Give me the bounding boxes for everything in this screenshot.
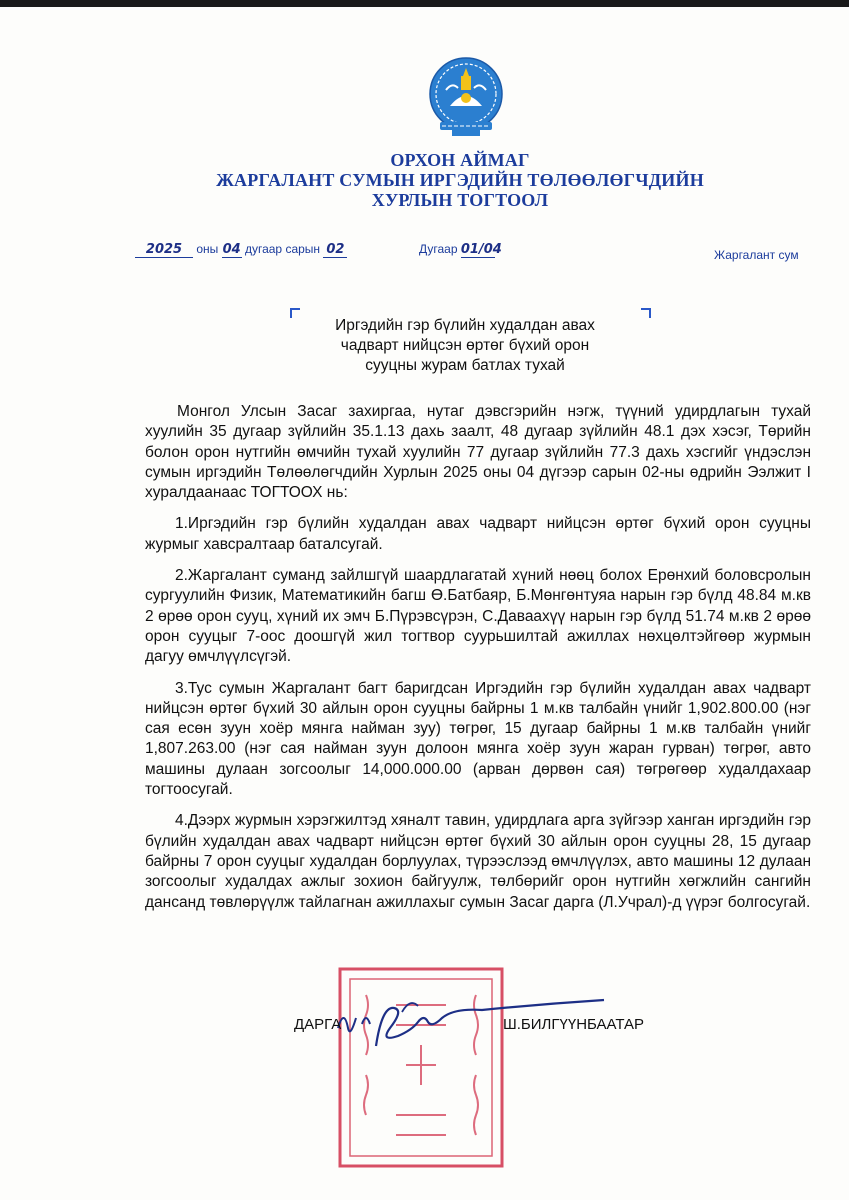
document-header xyxy=(180,150,740,210)
resolution-item-2: 2.Жаргалант суманд зайлшгүй шаардлагатай хүний нөөц болох Ерөнхий боловсролын сургуулийн Физик, Математикийн багш Ө.Батбаяр, Б.Мөнгөнтуяа нарын гэр бүлд 48.84 м.кв 2 өрөө орон сууц, хүний их эмч Б.Пүрэвсүрэн, С.Даваахүү нарын гэр бүлд 51.74 м.кв 2 өрөө орон сууцыг 7-оос доошгүй жил тогтвор суурьшилтай ажиллах нөхцөлтэйгөөр журмын дагуу өмчлүүлсүгэй. xyxy=(145,567,811,666)
subject-line: Иргэдийн гэр бүлийн худалдан авах xyxy=(335,317,595,334)
signature-row xyxy=(0,1016,849,1038)
year-label: оны xyxy=(196,242,219,256)
place-label: Жаргалант сум xyxy=(714,248,799,262)
scan-edge xyxy=(0,0,849,7)
month-value: 04 xyxy=(222,242,241,257)
resolution-body xyxy=(145,402,811,924)
number-value: 01/04 xyxy=(460,242,502,257)
subject-line: сууцны журам батлах тухай xyxy=(365,357,565,374)
signatory-name: Ш.БИЛГҮҮНБААТАР xyxy=(503,1016,645,1033)
year-value: 2025 xyxy=(135,242,193,258)
month-label: дугаар сарын xyxy=(244,242,321,256)
subject-bracket-right xyxy=(641,308,651,318)
state-emblem-icon xyxy=(428,56,504,140)
resolution-date xyxy=(135,242,347,258)
council-title: ЖАРГАЛАНТ СУМЫН ИРГЭДИЙН ТӨЛӨӨЛӨГЧДИЙН xyxy=(216,170,704,190)
number-label: Дугаар xyxy=(419,242,458,256)
resolution-title: ХУРЛЫН ТОГТООЛ xyxy=(371,190,549,210)
resolution-item-4: 4.Дээрх журмын хэрэгжилтэд хяналт тавин, удирдлага арга зүйгээр ханган иргэдийн гэр бүлийн худалдан авах чадварт нийцсэн өртөг бүхий 30 айлын орон сууцны 28, 15 дугаар байрны 7 орон сууцыг худалдан борлуулах, түрээслээд өмчлүүлэх, авто машины 12 дулаан зогсоолыг худалдах ажлыг зохион байгуулж, төлбөрийг орон нутгийн хөгжлийн сангийн дансанд төвлөрүүлж тайлагнан ажиллахыг сумын Засаг дарга (Л.Учрал)-д үүрэг болгосугай. xyxy=(145,812,811,911)
date-number-row xyxy=(0,242,849,264)
subject-bracket-left xyxy=(290,308,300,318)
resolution-item-3: 3.Тус сумын Жаргалант багт баригдсан Иргэдийн гэр бүлийн худалдан авах чадварт нийцсэн өртөг бүхий 30 айлын орон сууцны байрны 1 м.кв талбайн үнийг 1,902.800.00 (нэг сая есөн зуун хоёр мянга найман зуу) төгрөг, 15 дугаар байрны 1 м.кв талбайн үнийг 1,807.263.00 (нэг сая найман зуун долоон мянга хоёр зуун жаран гурван) төгрөг, авто машины дулаан зогсоолыг 14,000.000.00 (арван дөрвөн сая) төгрөгөөр худалдахаар тогтоосугай. xyxy=(145,679,811,799)
resolution-number xyxy=(419,242,502,258)
subject-title xyxy=(300,316,630,376)
preamble-paragraph: Монгол Улсын Засаг захиргаа, нутаг дэвсгэрийн нэгж, түүний удирдлагын тухай хуулийн 35 дугаар зүйлийн 35.1.13 дахь заалт, 48 дугаар зүйлийн 48.1 дэх хэсэг, Төрийн болон орон нутгийн өмчийн тухай хуулийн 77 дугаар зүйлийн 77.3 дахь хэсгийг үндэслэн сумын иргэдийн Төлөөлөгчдийн Хурлын 2025 оны 04 дүгээр сарын 02-ны өдрийн Ээлжит I хуралдаанаас ТОГТООХ нь: xyxy=(145,403,811,502)
resolution-item-1: 1.Иргэдийн гэр бүлийн худалдан авах чадварт нийцсэн өртөг бүхий орон сууцны журмыг хавсралтаар баталсугай. xyxy=(145,515,811,553)
day-value: 02 xyxy=(323,242,347,258)
signatory-title: ДАРГА xyxy=(294,1016,342,1033)
aimag-title: ОРХОН АЙМАГ xyxy=(390,150,530,170)
subject-line: чадварт нийцсэн өртөг бүхий орон xyxy=(340,337,590,354)
